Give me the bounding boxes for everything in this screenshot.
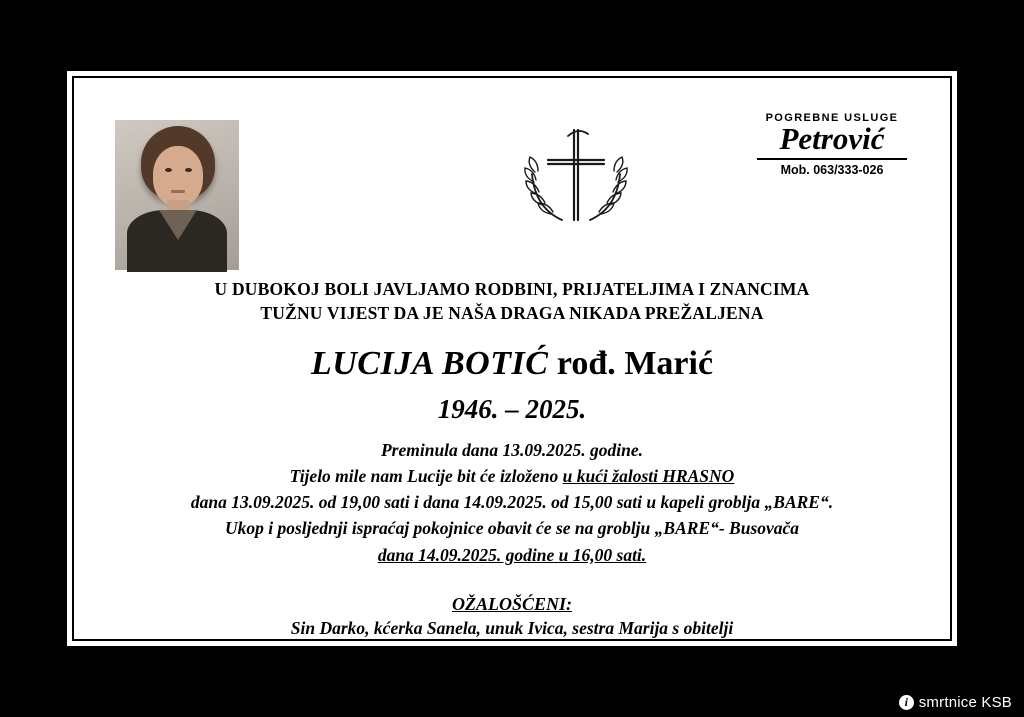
site-watermark — [899, 694, 1012, 711]
obituary-card — [58, 62, 966, 665]
detail-line-2 — [76, 463, 948, 489]
detail-line-3: dana 13.09.2025. od 19,00 sati i dana 14.09.2025. od 15,00 sati u kapeli groblja „BARE“. — [190, 492, 834, 513]
detail-line-5: dana 14.09.2025. godine u 16,00 sati. — [377, 544, 647, 565]
deceased-name — [76, 345, 948, 382]
deceased-maiden-prefix: rođ. — [556, 345, 616, 383]
logo-phone: Mob. 063/333-026 — [780, 162, 884, 177]
funeral-details — [76, 437, 948, 568]
detail-line-2-location: u kući žalosti HRASNO — [562, 465, 735, 486]
portrait-eye-right — [185, 168, 192, 172]
card-content — [76, 80, 948, 665]
deceased-portrait-photo — [115, 120, 239, 270]
watermark-label: smrtnice KSB — [918, 694, 1012, 711]
logo-company-name: Petrović — [779, 121, 885, 156]
portrait-eye-left — [165, 168, 172, 172]
deceased-years: 1946. – 2025. — [437, 393, 587, 424]
detail-line-2-prefix: Tijelo mile nam Lucije bit će izloženo — [289, 465, 563, 486]
deceased-maiden-name: Marić — [624, 345, 714, 383]
portrait-face — [153, 146, 203, 206]
mourners-line-2: te ostala mnogobrojna rodbina i prijatelji. — [361, 644, 663, 665]
obituary-text-block — [76, 278, 948, 667]
mourners-line-1: Sin Darko, kćerka Sanela, unuk Ivica, sestra Marija s obitelji — [290, 617, 734, 638]
info-icon: i — [899, 695, 914, 710]
announcement-line-1: U DUBOKOJ BOLI JAVLJAMO RODBINI, PRIJATELJIMA I ZNANCIMA — [214, 279, 810, 299]
logo-top-label: POGREBNE USLUGE — [765, 112, 899, 124]
detail-line-4: Ukop i posljednji ispraćaj pokojnice obavit će se na groblju „BARE“- Busovača — [224, 518, 800, 539]
cross-with-laurel-wreath-icon — [504, 116, 644, 236]
announcement-line-2: TUŽNU VIJEST DA JE NAŠA DRAGA NIKADA PREŽALJENA — [260, 302, 764, 323]
logo-divider — [757, 158, 907, 160]
deceased-full-name: LUCIJA BOTIĆ — [310, 345, 549, 383]
funeral-service-logo — [742, 112, 922, 177]
mourners-heading: OŽALOŠĆENI: — [451, 593, 572, 614]
detail-line-1: Preminula dana 13.09.2025. godine. — [380, 439, 644, 460]
portrait-mouth — [171, 190, 185, 193]
